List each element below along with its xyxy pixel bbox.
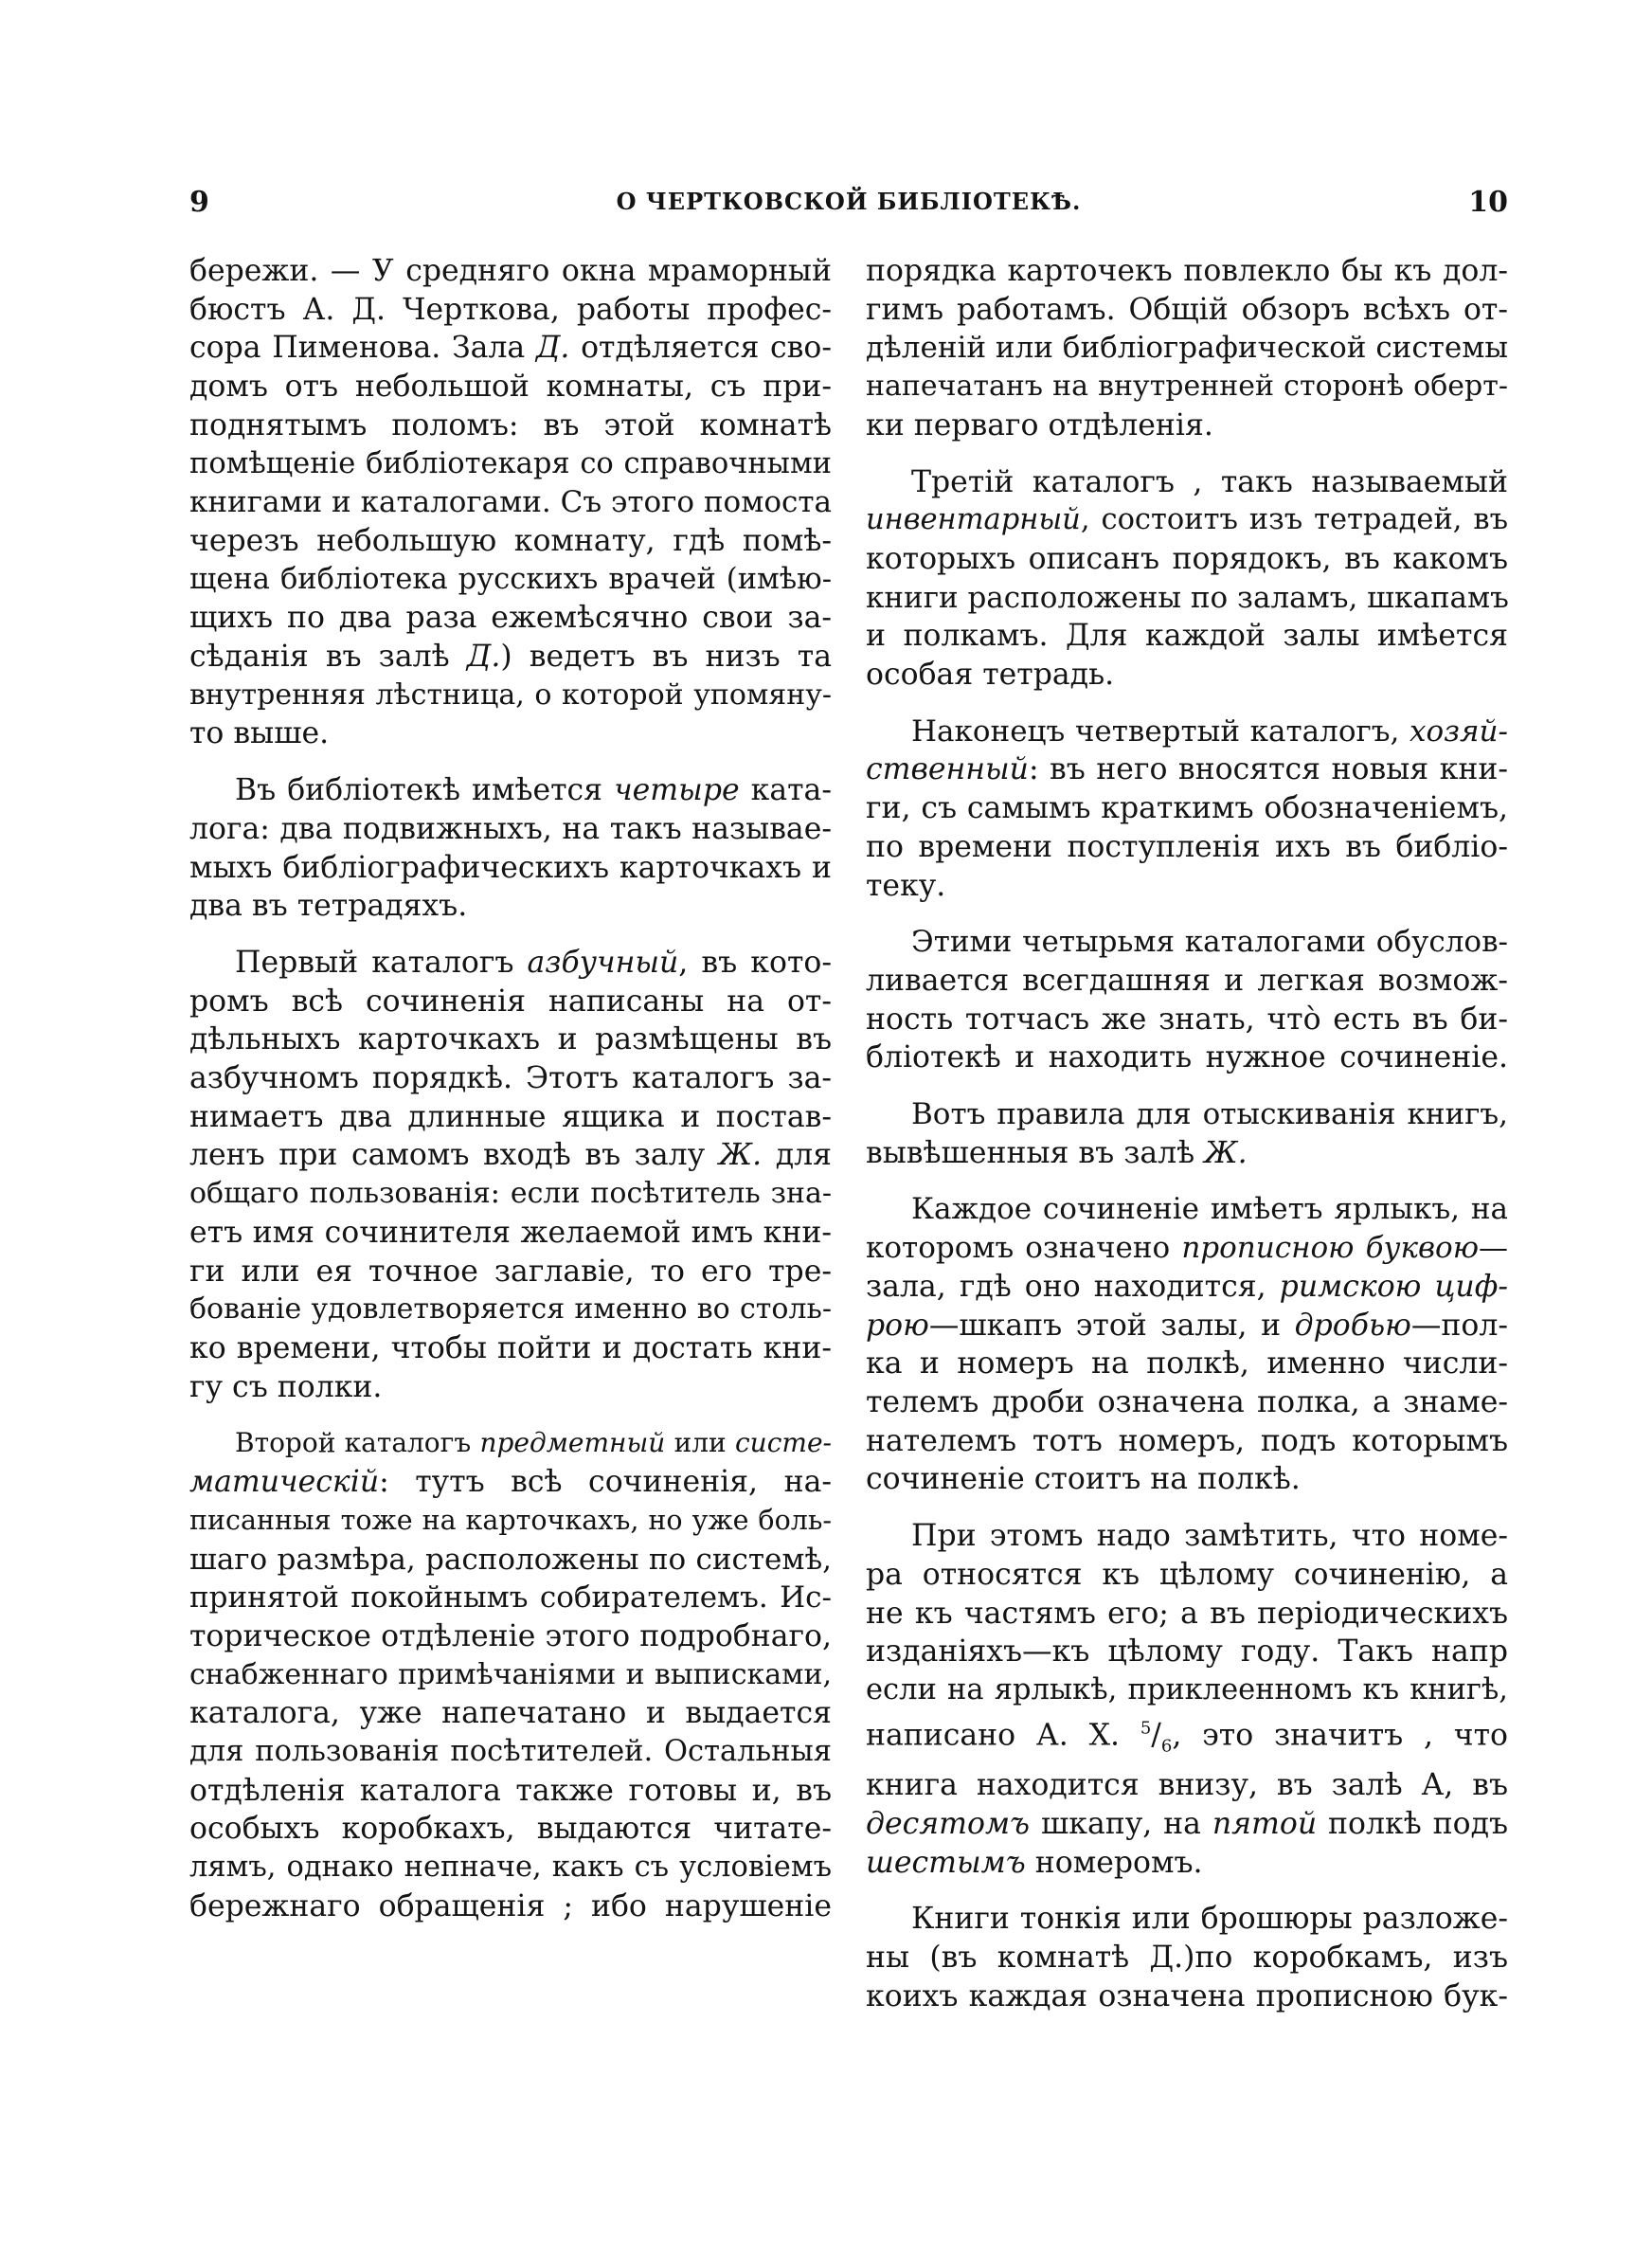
text-line [189,944,832,983]
text-line: ны (въ комнатѣ Д.)по коробкамъ, изъ [866,1940,1508,1975]
italic-text: Ж. [1204,1135,1248,1170]
text-line: снабженнаго примѣчаніями и выписками, [189,1657,832,1691]
paragraph [866,1190,1508,1499]
page-number-right: 10 [1468,186,1508,219]
text-span: , въ кото- [678,945,832,980]
text-span: —пол- [1410,1308,1508,1343]
fraction-slash: / [1151,1718,1161,1753]
text-span: , состоитъ изъ тетрадей, въ [1080,503,1508,537]
paragraph [189,771,832,926]
paragraph [866,1095,1508,1172]
text-line: особыхъ коробкахъ, выдаются читате- [189,1812,832,1847]
text-span: Наконецъ четвертый каталогъ, [911,713,1410,749]
text-line: При этомъ надо замѣтить, что номе- [911,1519,1508,1554]
text-span: , это значитъ , что [1172,1718,1508,1753]
text-line: изданіяхъ—къ цѣлому году. Такъ напр [866,1634,1508,1670]
text-line: коихъ каждая означена прописною бук- [866,1978,1508,2013]
italic-text: матическій [189,1465,380,1500]
text-span: Первый каталогъ [235,945,528,980]
text-line [189,1424,832,1463]
text-line: если на ярлыкѣ, приклеенномъ къ книгѣ, [866,1672,1508,1706]
text-line: дѣленій или библіографической системы [866,331,1508,366]
text-line: ки перваго отдѣленія. [866,407,1213,442]
italic-text: Д. [535,331,570,366]
running-head [189,186,1508,224]
text-span: полкѣ подъ [1317,1806,1509,1841]
paragraph [866,923,1508,1077]
left-column [189,252,832,1926]
text-line: бованіе удовлетворяется именно во столь- [189,1292,832,1327]
text-span: которомъ означено [866,1231,1182,1266]
text-line: азбучномъ порядкѣ. Этотъ каталогъ за- [189,1061,832,1096]
paragraph [866,1900,1508,2015]
italic-text: Ж. [718,1138,763,1173]
text-span: сора Пименова. Зала [189,331,536,366]
text-line: Каждое сочиненіе имѣетъ ярлыкъ, на [911,1192,1508,1227]
text-line [866,1805,1508,1844]
text-span: : въ него вносятся новыя кни- [1028,752,1508,787]
text-span: шкапу, на [1030,1806,1212,1841]
text-line: телемъ дроби означена полка, а знаме- [866,1384,1508,1419]
paragraph [866,252,1508,445]
text-line: бліотекѣ и находить нужное сочиненіе. [866,1040,1508,1075]
text-span: Въ библіотекѣ имѣется [235,773,615,808]
text-line: черезъ небольшую комнату, гдѣ помѣ- [189,523,832,558]
text-line [866,713,1508,751]
text-line: ность тотчасъ же знать, что̀ есть въ би- [866,1002,1508,1037]
text-line: бережи. — У средняго окна мраморный [189,254,832,288]
text-line: ра относятся къ цѣлому сочиненію, а [866,1557,1508,1592]
text-line: каталога, уже напечатано и выдается [189,1696,832,1731]
text-span: или [665,1427,735,1459]
text-line [189,638,832,677]
text-line: Вотъ правила для отыскиванія книгъ, [911,1097,1508,1132]
text-line: ливается всегдашняя и легкая возмож- [866,963,1508,998]
text-line: напечатанъ на внутренней сторонѣ оберт- [866,370,1508,404]
text-line: бережнаго обращенія ; ибо нарушеніе [189,1888,832,1923]
text-line: нателемъ тотъ номеръ, подъ которымъ [866,1423,1508,1458]
text-line: Этими четырьмя каталогами обуслов- [911,925,1508,960]
text-line: внутренняя лѣстница, о которой упомяну- [189,677,832,712]
text-span: сѣданія въ залѣ [189,640,467,675]
fraction-numerator: 5 [1140,1718,1152,1739]
text-line: ромъ всѣ сочиненія написаны на от- [189,984,832,1019]
text-line: общаго пользованія: если посѣтитель зна- [189,1177,832,1211]
text-line: торическое отдѣленіе этого подробнаго, [189,1618,832,1653]
running-title: О ЧЕРТКОВСКОЙ БИБЛІОТЕКѢ. [616,188,1082,215]
text-line [866,1844,1508,1883]
paragraph [189,944,832,1406]
text-line [866,501,1508,540]
text-line: ги или ея точное заглавіе, то его тре- [189,1254,832,1289]
text-line: сочиненіе стоитъ на полкѣ. [866,1462,1301,1497]
italic-text: пятой [1212,1806,1318,1841]
paragraph [866,1517,1508,1882]
italic-text: римскою циф- [1279,1269,1509,1304]
text-line: книгами и каталогами. Съ этого помоста [189,485,832,520]
text-span: : тутъ всѣ сочиненія, на- [379,1465,832,1500]
text-line: мыхъ библіографическихъ карточкахъ и [189,850,832,885]
text-line: порядка карточекъ повлекло бы къ дол- [866,254,1508,288]
text-span: —шкапъ этой залы, и [928,1308,1295,1343]
text-line: гимъ работамъ. Общій обзоръ всѣхъ от- [866,292,1508,327]
text-line [189,329,832,368]
italic-text: прописною буквою [1181,1231,1479,1266]
text-span: Второй каталогъ [235,1427,480,1459]
paragraph [866,463,1508,695]
text-line: то выше. [189,716,330,751]
text-line [189,771,832,810]
text-line: щихъ по два раза ежемѣсячно свои за- [189,601,832,636]
italic-text: хозяй- [1409,713,1508,749]
text-line [866,1307,1508,1345]
text-line: ка и номеръ на полкѣ, именно числи- [866,1346,1508,1381]
italic-text: дробью [1294,1308,1411,1343]
text-line [866,1710,1508,1767]
text-line: ги, съ самымъ краткимъ обозначеніемъ, [866,791,1508,826]
text-line: Книги тонкія или брошюры разложе- [911,1902,1508,1937]
text-line [189,1463,832,1502]
text-line: не къ частямъ его; а въ періодическихъ [866,1596,1508,1631]
text-span: написано А. X. [866,1718,1140,1753]
text-line: дѣльныхъ карточкахъ и размѣщены въ [189,1022,832,1057]
text-line: которыхъ описанъ порядокъ, въ какомъ [866,541,1508,576]
paragraph [189,252,832,753]
text-line: етъ имя сочинителя желаемой имъ кни- [189,1215,832,1250]
italic-text: рою [866,1308,929,1343]
right-column [866,252,1508,2015]
text-line: помѣщеніе библіотекаря со справочными [189,446,832,480]
text-span: зала, гдѣ оно находится, [866,1269,1280,1304]
fraction-denominator: 6 [1160,1736,1173,1757]
italic-text: инвентарный [866,503,1081,537]
text-line: для пользованія посѣтителей. Остальныя [189,1735,832,1769]
text-span: ) ведетъ въ низъ та [500,640,832,675]
text-line: книги расположены по заламъ, шкапамъ [866,580,1509,615]
paragraph [866,713,1508,906]
text-line: домъ отъ небольшой комнаты, съ при- [189,370,832,405]
text-line: Третій каталогъ , такъ называемый [911,464,1508,499]
text-span: вывѣшенныя въ залѣ [866,1135,1205,1170]
text-span: ката- [739,773,832,808]
italic-text: десятомъ [866,1806,1031,1841]
text-line: ко времени, чтобы пойти и достать кни- [189,1330,832,1365]
text-line: книга находится внизу, въ залѣ А, въ [866,1768,1508,1803]
text-span: номеромъ. [1025,1845,1203,1880]
text-line [866,750,1508,789]
text-line: лямъ, однако непначе, какъ съ условіемъ [189,1851,832,1885]
italic-text: предметный [479,1427,666,1459]
page-number-left: 9 [189,186,209,219]
text-span: отдѣляется сво- [569,331,832,366]
text-line: два въ тетрадяхъ. [189,889,468,924]
text-span: для [762,1138,832,1173]
italic-text: ственный [866,752,1029,787]
text-line: принятой покойнымъ собирателемъ. Ис- [189,1580,832,1616]
text-line [189,1136,832,1175]
text-line [866,1229,1508,1268]
text-span: ленъ при самомъ входѣ въ залу [189,1138,719,1173]
fraction [1140,1718,1173,1757]
text-line: и полкамъ. Для каждой залы имѣется [866,619,1508,654]
text-line: теку. [866,868,946,903]
text-line [866,1268,1508,1307]
italic-text: шестымъ [866,1845,1026,1880]
text-line: щена библіотека русскихъ врачей (имѣю- [189,562,832,596]
text-line: поднятымъ поломъ: въ этой комнатѣ [189,407,832,442]
text-line: писанныя тоже на карточкахъ, но уже боль- [189,1504,832,1536]
text-line: отдѣленія каталога также готовы и, въ [189,1773,832,1808]
text-line: особая тетрадь. [866,658,1115,693]
text-line: гу съ полки. [189,1369,383,1404]
text-line: бюстъ А. Д. Черткова, работы профес- [189,292,832,327]
text-span: — [1478,1231,1508,1266]
text-line [866,1134,1508,1173]
italic-text: Д. [466,640,501,675]
text-line: по времени поступленія ихъ въ библіо- [866,829,1508,864]
paragraph [189,1424,832,1925]
text-line: лога: два подвижныхъ, на такъ называе- [189,811,832,846]
italic-text: азбучный [527,945,679,980]
italic-text: четыре [614,773,740,808]
italic-text: систе- [735,1427,832,1459]
text-line: нимаетъ два длинные ящика и постав- [189,1099,832,1134]
text-line: шаго размѣра, расположены по системѣ, [189,1542,832,1577]
